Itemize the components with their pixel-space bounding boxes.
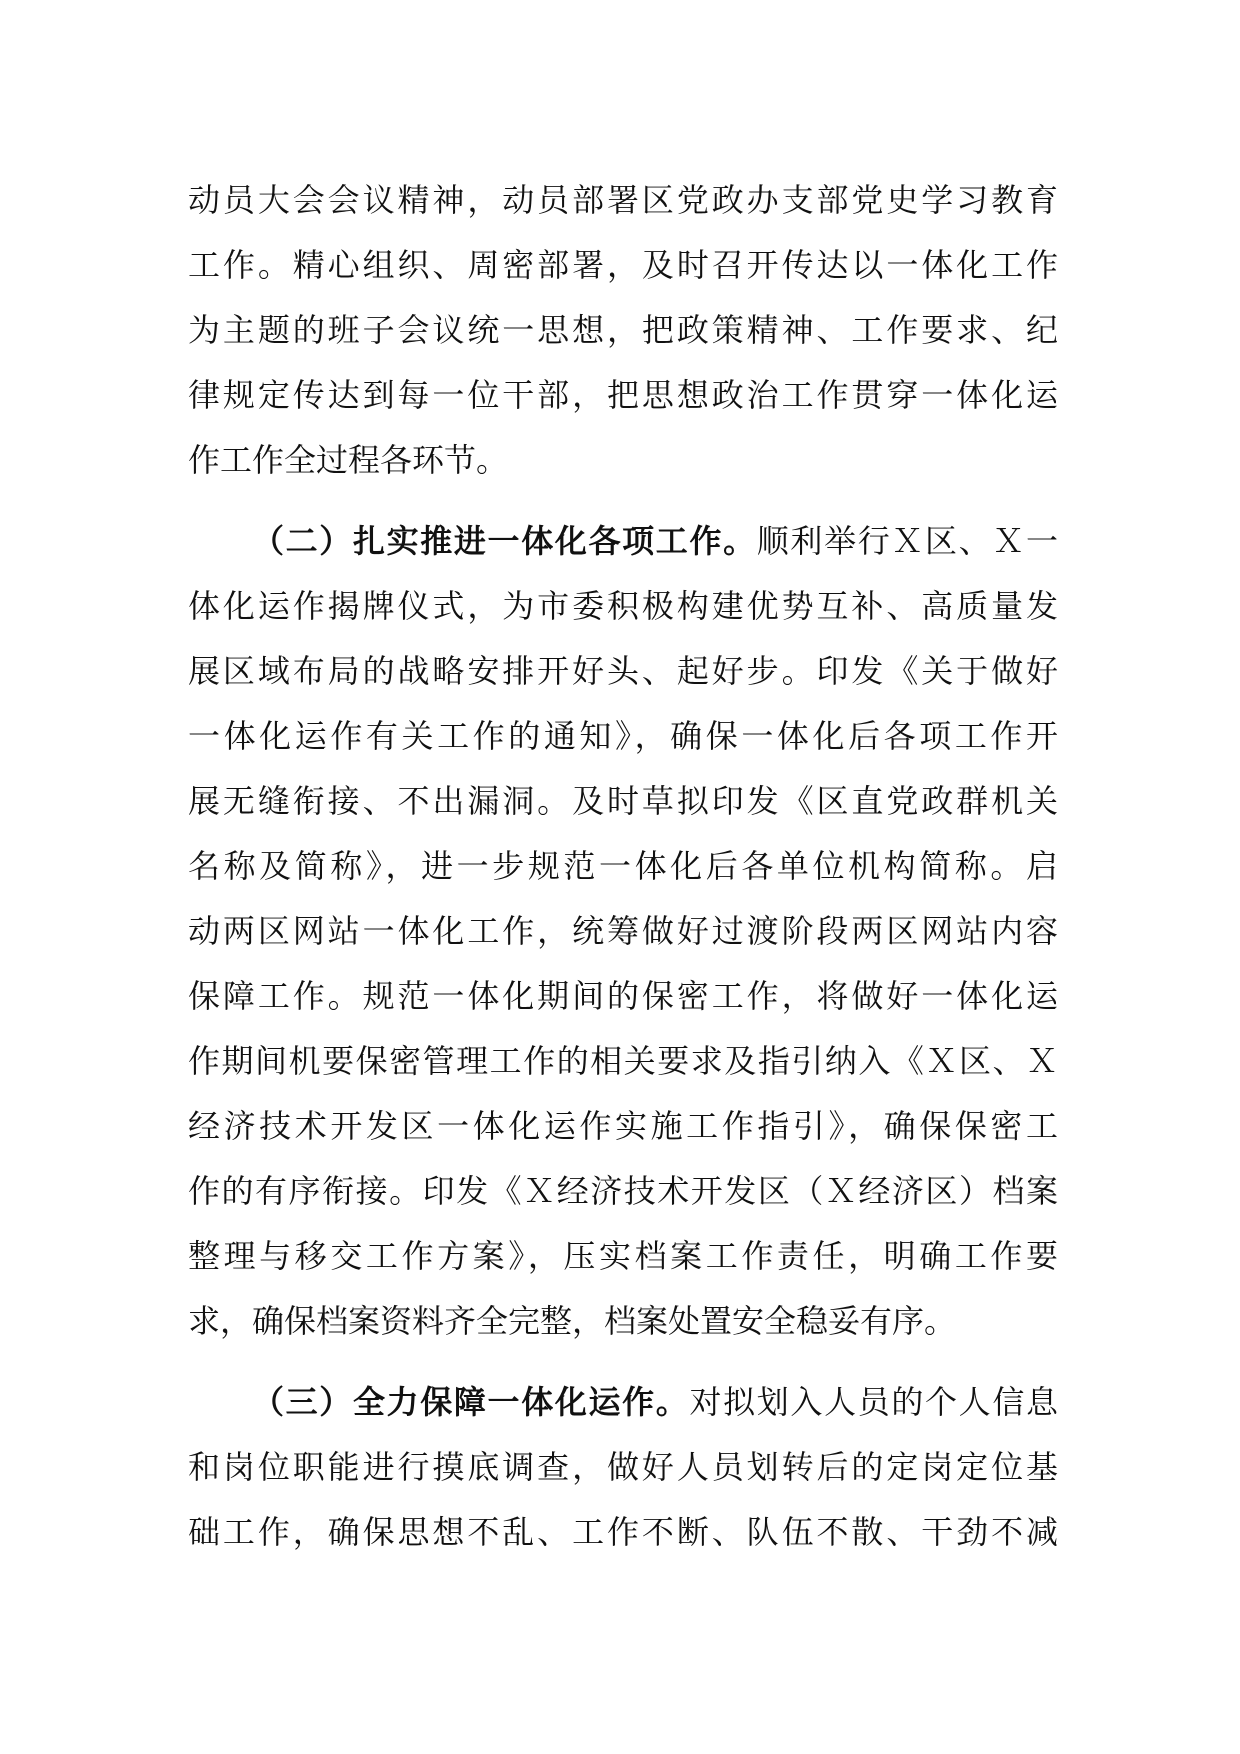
text-line: 础工作，确保思想不乱、工作不断、队伍不散、干劲不减: [188, 1513, 1058, 1551]
text-line: 一体化运作有关工作的通知》，确保一体化后各项工作开: [188, 717, 1058, 755]
paragraph-2: [188, 509, 1058, 1354]
text-line: 名称及简称》，进一步规范一体化后各单位机构简称。启: [188, 847, 1058, 885]
text-line: 作期间机要保密管理工作的相关要求及指引纳入《Ｘ区、Ｘ: [188, 1042, 1058, 1080]
paragraph-first-line: [188, 509, 1058, 574]
document-page: [188, 168, 1058, 1565]
text-line: 整理与移交工作方案》，压实档案工作责任，明确工作要: [188, 1237, 1058, 1275]
text-line: 律规定传达到每一位干部，把思想政治工作贯穿一体化运: [188, 376, 1058, 414]
paragraph-1: [188, 168, 1058, 493]
section-heading: （二）扎实推进一体化各项工作。: [252, 522, 757, 560]
text-line: 动员大会会议精神，动员部署区党政办支部党史学习教育: [188, 181, 1058, 219]
text-line: 求，确保档案资料齐全完整，档案处置安全稳妥有序。: [188, 1302, 957, 1340]
paragraph-3: [188, 1370, 1058, 1565]
text-line: 为主题的班子会议统一思想，把政策精神、工作要求、纪: [188, 311, 1058, 349]
text-line: 工作。精心组织、周密部署，及时召开传达以一体化工作: [188, 246, 1058, 284]
text-line: 展无缝衔接、不出漏洞。及时草拟印发《区直党政群机关: [188, 782, 1058, 820]
text-line: 和岗位职能进行摸底调查，做好人员划转后的定岗定位基: [188, 1448, 1058, 1486]
section-heading: （三）全力保障一体化运作。: [252, 1383, 690, 1421]
text-line: 体化运作揭牌仪式，为市委积极构建优势互补、高质量发: [188, 587, 1058, 625]
text-run: 顺利举行Ｘ区、Ｘ一: [756, 522, 1058, 560]
text-line: 展区域布局的战略安排开好头、起好步。印发《关于做好: [188, 652, 1058, 690]
text-run: 对拟划入人员的个人信息: [689, 1383, 1058, 1421]
text-line: 动两区网站一体化工作，统筹做好过渡阶段两区网站内容: [188, 912, 1058, 950]
text-line: 作工作全过程各环节。: [188, 441, 509, 479]
text-line: 经济技术开发区一体化运作实施工作指引》，确保保密工: [188, 1107, 1058, 1145]
text-line: 作的有序衔接。印发《Ｘ经济技术开发区（Ｘ经济区）档案: [188, 1172, 1058, 1210]
paragraph-first-line: [188, 1370, 1058, 1435]
text-line: 保障工作。规范一体化期间的保密工作，将做好一体化运: [188, 977, 1058, 1015]
